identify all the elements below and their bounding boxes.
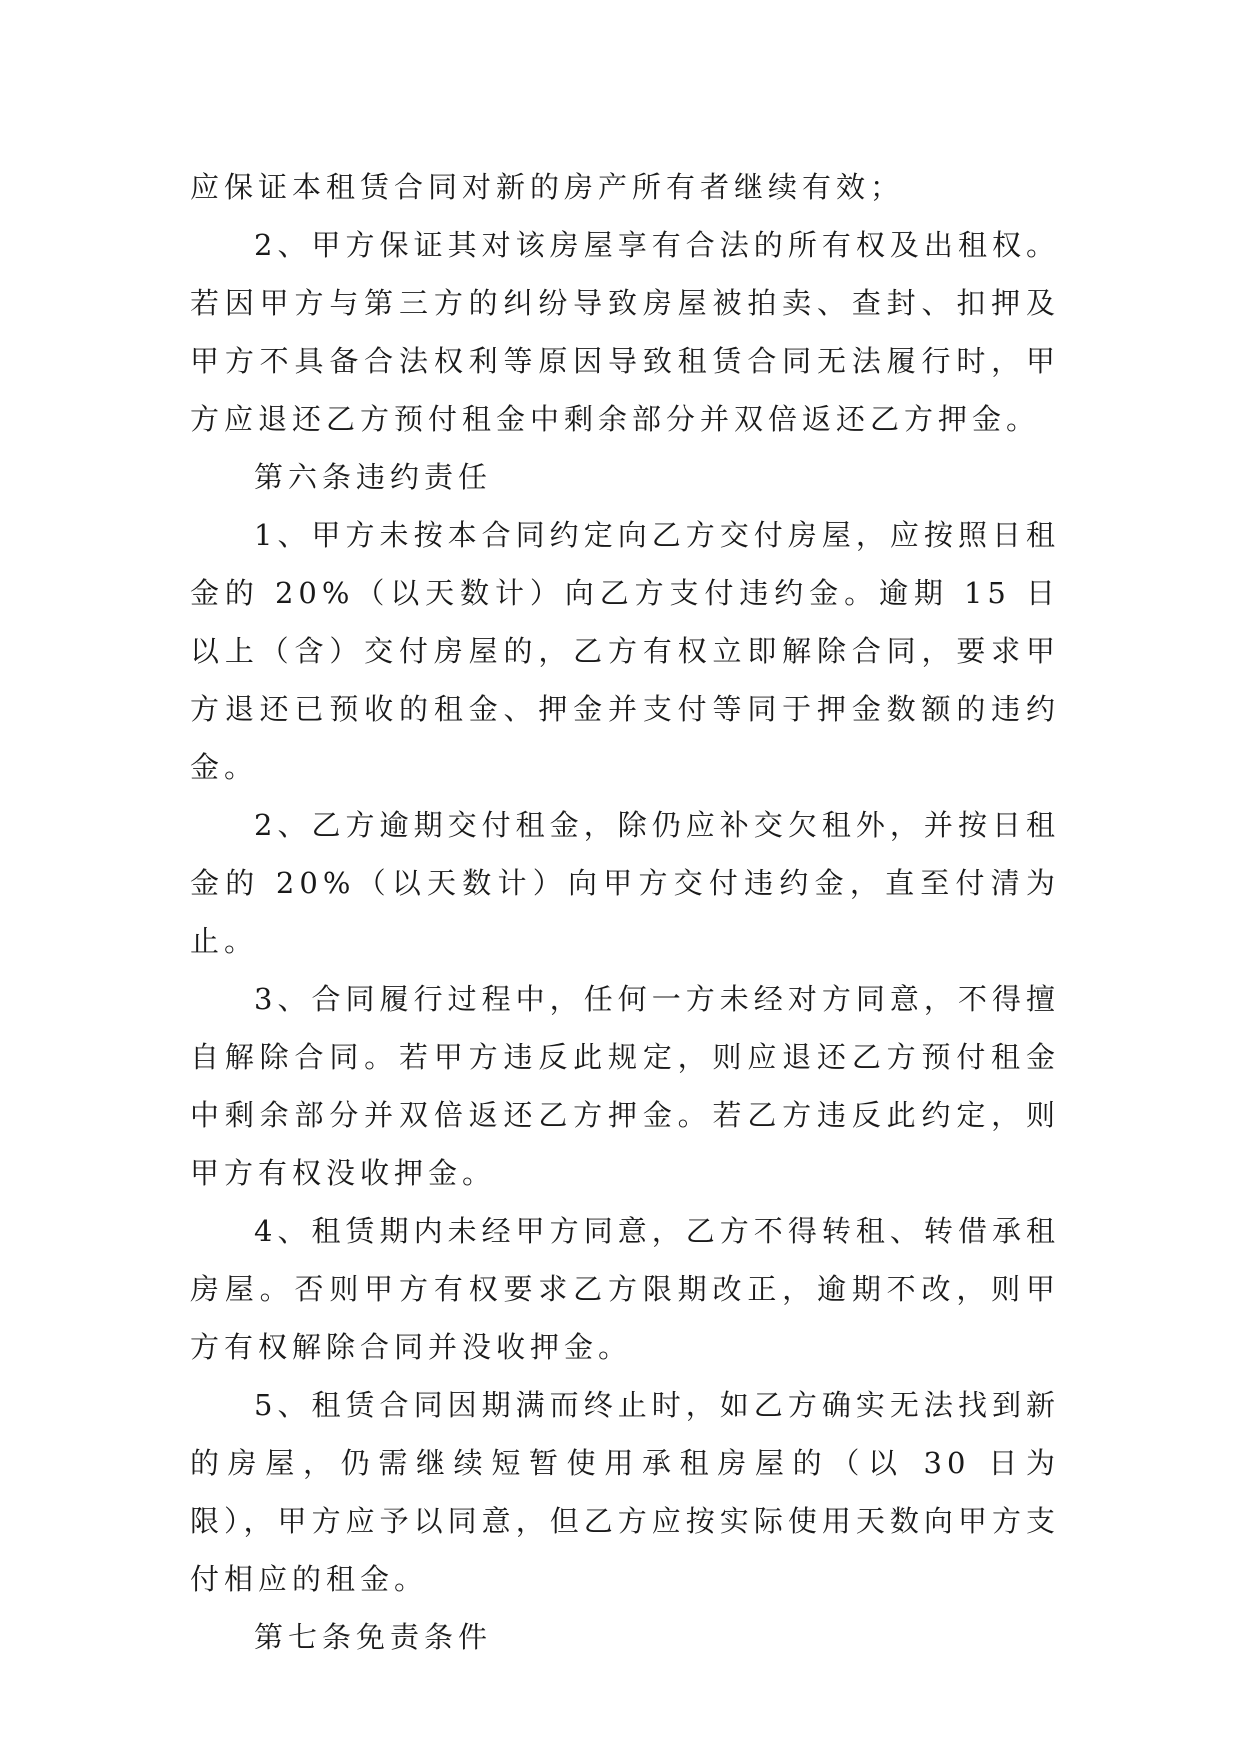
paragraph-clause-3-termination: 3、合同履行过程中，任何一方未经对方同意，不得擅自解除合同。若甲方违反此规定，则应退还乙方预付租金中剩余部分并双倍返还乙方押金。若乙方违反此约定，则甲方有权没收押金。 — [190, 982, 1060, 1190]
section-heading-article-6: 第六条违约责任 — [254, 460, 493, 494]
paragraph-clause-5-expiry: 5、租赁合同因期满而终止时，如乙方确实无法找到新的房屋，仍需继续短暂使用承租房屋的（以 30 日为限），甲方应予以同意，但乙方应按实际使用天数向甲方支付相应的租金。 — [190, 1388, 1060, 1596]
document-body — [190, 158, 1060, 1666]
paragraph-clause-2-late-rent: 2、乙方逾期交付租金，除仍应补交欠租外，并按日租金的 20%（以天数计）向甲方交付违约金，直至付清为止。 — [190, 808, 1060, 958]
paragraph-clause-2-ownership: 2、甲方保证其对该房屋享有合法的所有权及出租权。若因甲方与第三方的纠纷导致房屋被拍卖、查封、扣押及甲方不具备合法权利等原因导致租赁合同无法履行时，甲方应退还乙方预付租金中剩余部分并双倍返还乙方押金。 — [190, 228, 1060, 436]
paragraph-clause-4-sublet: 4、租赁期内未经甲方同意，乙方不得转租、转借承租房屋。否则甲方有权要求乙方限期改正，逾期不改，则甲方有权解除合同并没收押金。 — [190, 1214, 1060, 1364]
section-heading-article-7: 第七条免责条件 — [254, 1620, 493, 1654]
paragraph-continuation: 应保证本租赁合同对新的房产所有者继续有效； — [190, 170, 905, 204]
paragraph-clause-1-delivery: 1、甲方未按本合同约定向乙方交付房屋，应按照日租金的 20%（以天数计）向乙方支付违约金。逾期 15 日以上（含）交付房屋的，乙方有权立即解除合同，要求甲方退还已预收的租金、押金并支付等同于押金数额的违约金。 — [190, 518, 1060, 784]
